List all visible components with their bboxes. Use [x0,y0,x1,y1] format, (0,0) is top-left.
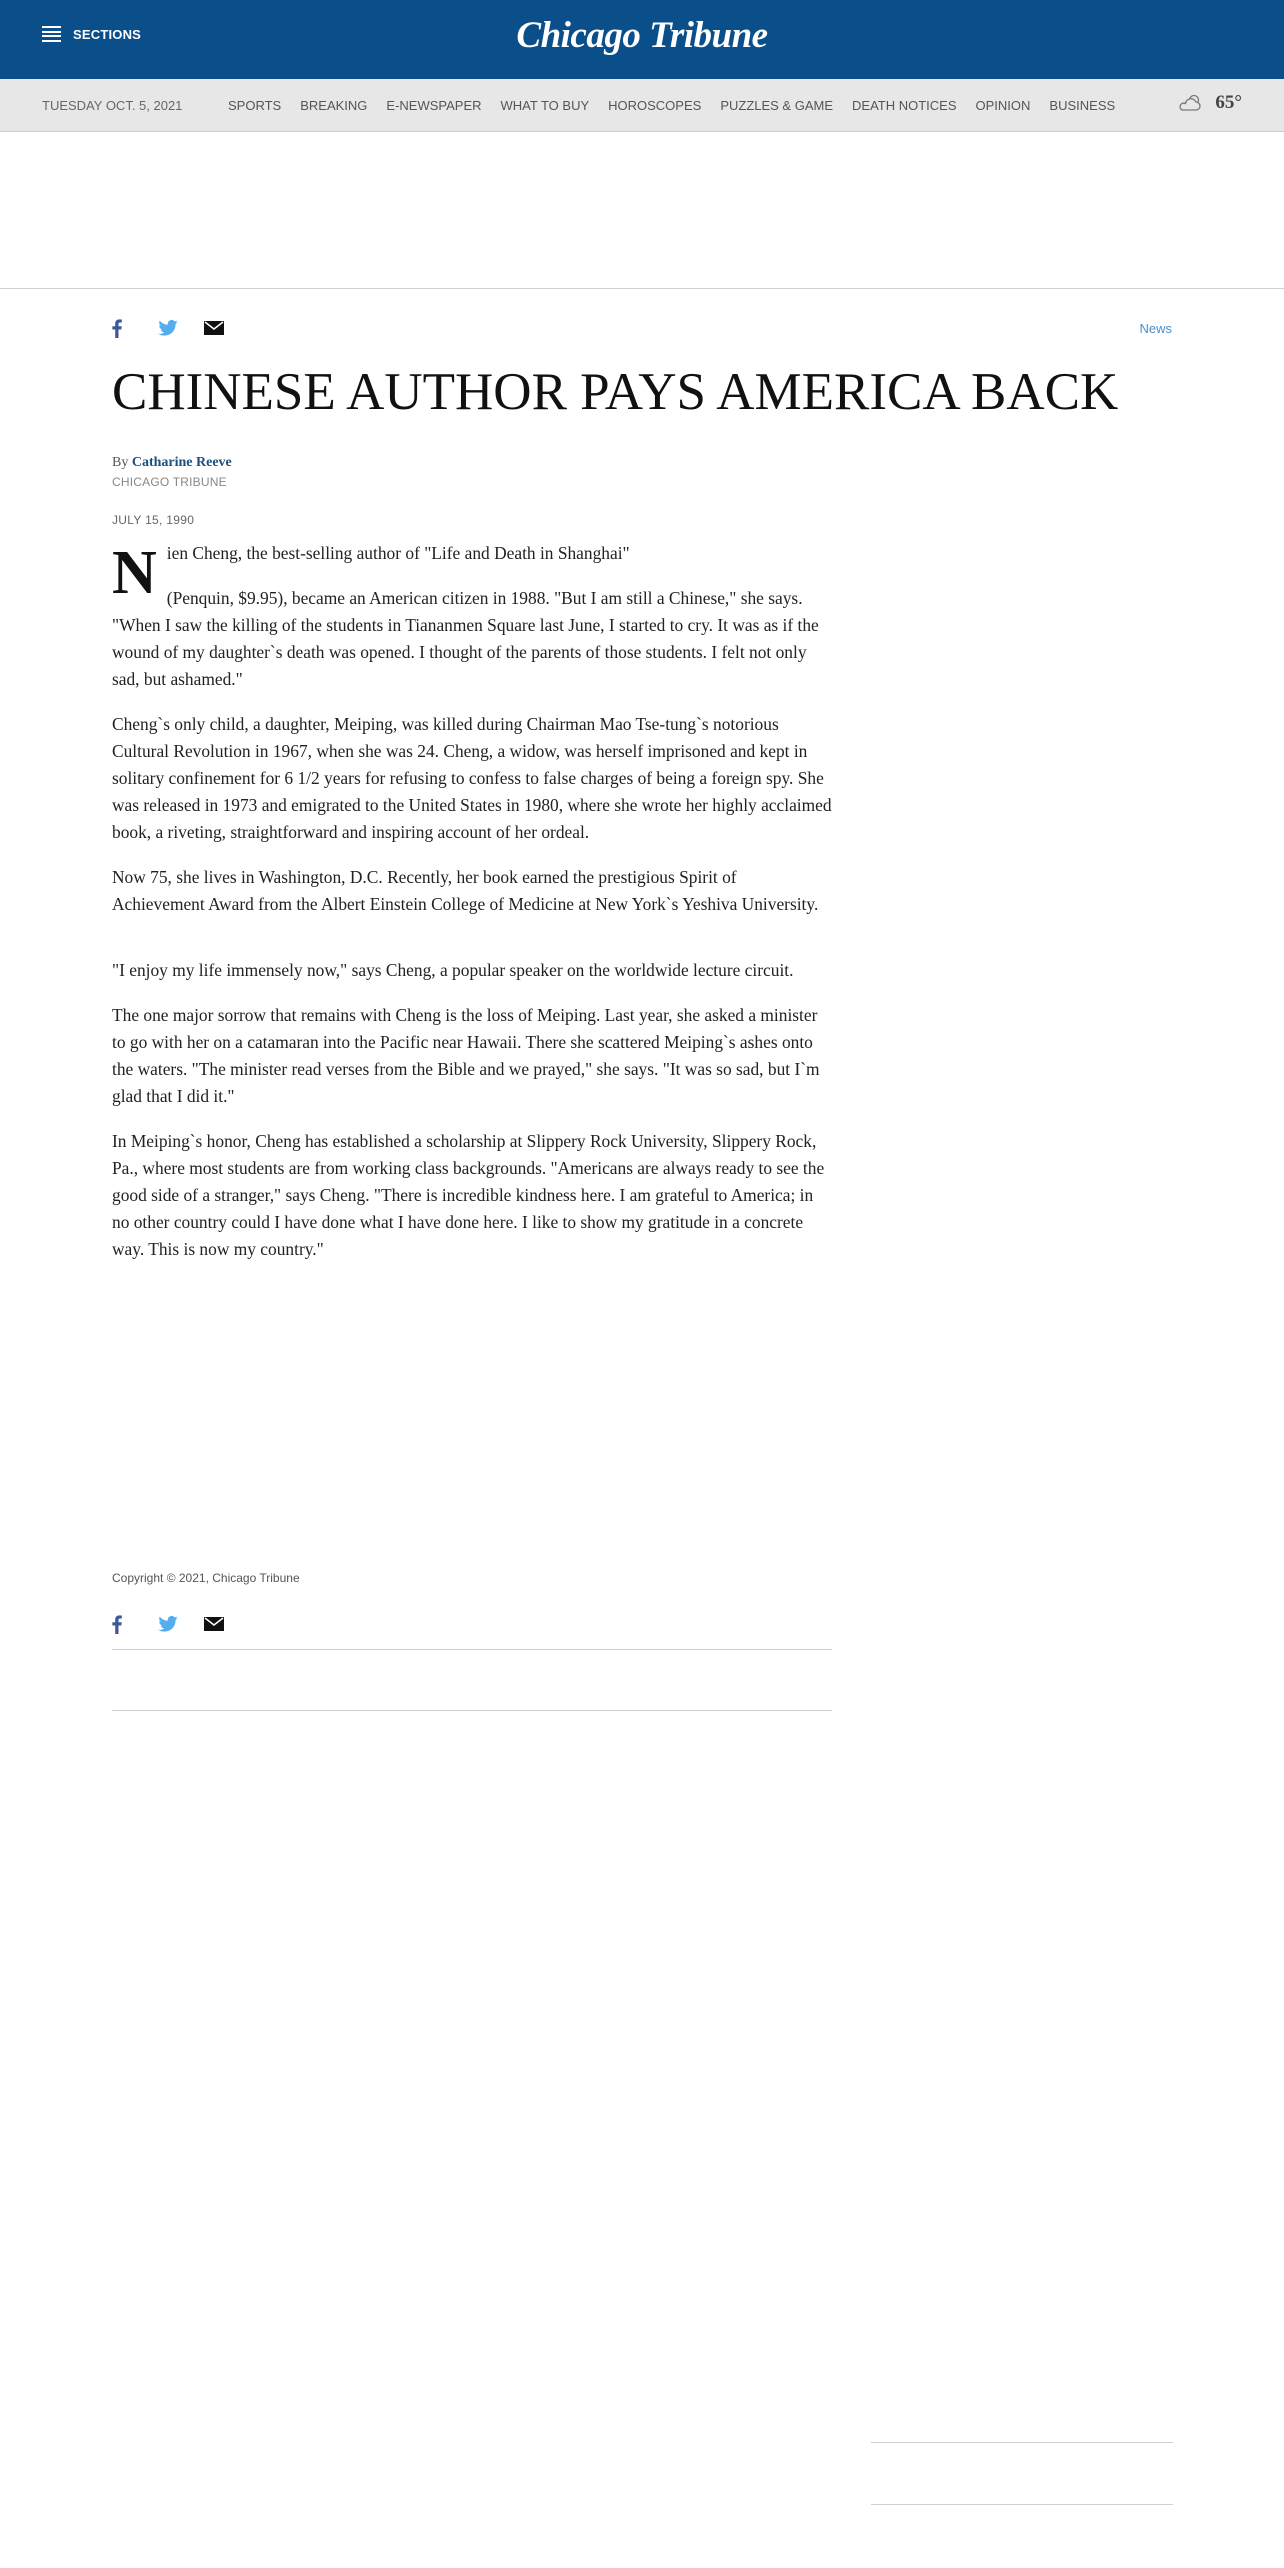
sidebar-divider [871,2442,1173,2443]
nav-link-opinion[interactable]: OPINION [975,98,1031,113]
email-icon [204,1617,224,1631]
paragraph: In Meiping`s honor, Cheng has established a scholarship at Slippery Rock University, Slippery Rock, Pa., where most students are from working class backgrounds. "Americans are always ready to see the good side of a stranger," says Cheng. "There is incredible kindness here. I am grateful to America; in no other country could I have done what I have done here. I like to show my gratitude in a concrete way. This is now my country." [112,1131,825,1259]
nav-link-sports[interactable]: SPORTS [228,98,282,113]
author-link[interactable]: Catharine Reeve [131,455,232,470]
paragraph: Now 75, she lives in Washington, D.C. Recently, her book earned the prestigious Spirit of Achievement Award from the Albert Einstein College of Medicine at New York`s Yeshiva University. [112,867,819,914]
twitter-share-button[interactable] [158,1614,188,1634]
email-icon [204,321,224,335]
facebook-share-button[interactable] [112,318,142,338]
nav-link-what-to-buy[interactable]: WHAT TO BUY [500,98,590,113]
article-headline: CHINESE AUTHOR PAYS AMERICA BACK [112,363,1119,421]
nav-link-breaking[interactable]: BREAKING [300,98,368,113]
facebook-share-button[interactable] [112,1614,142,1634]
divider [112,1649,832,1650]
nav-link-puzzles-games[interactable]: PUZZLES & GAME [720,98,834,113]
ad-slot [0,131,1284,289]
share-bar-bottom [112,1614,250,1634]
twitter-icon [158,1616,178,1632]
email-share-button[interactable] [204,318,234,338]
copyright-notice: Copyright © 2021, Chicago Tribune [112,1571,300,1585]
nav-links [228,98,1134,113]
sections-label: SECTIONS [73,26,142,42]
chicago-tribune-logo[interactable]: Chicago Tribune [516,15,768,56]
share-bar-top [112,318,250,338]
twitter-share-button[interactable] [158,318,188,338]
current-date: TUESDAY OCT. 5, 2021 [42,98,183,113]
paragraph: (Penquin, $9.95), became an American citizen in 1988. "But I am still a Chinese," she says. "When I saw the killing of the students in Tiananmen Square last June, I started to cry. It was as if the wound of my daughter`s death was opened. I thought of the parents of those students. I felt not only sad, but ashamed." [112,588,819,689]
article-body [112,540,832,1281]
weather-widget[interactable] [1177,92,1242,114]
nav-link-death-notices[interactable]: DEATH NOTICES [852,98,957,113]
nav-link-e-newspaper[interactable]: E-NEWSPAPER [386,98,482,113]
author-organization: CHICAGO TRIBUNE [112,475,227,489]
top-header [0,0,1284,79]
publication-date: JULY 15, 1990 [112,513,195,527]
twitter-icon [158,320,178,336]
sidebar-divider [871,2504,1173,2505]
nav-link-business[interactable]: BUSINESS [1049,98,1116,113]
paragraph [112,539,832,607]
paragraph: "I enjoy my life immensely now," says Cheng, a popular speaker on the worldwide lecture circuit. [112,960,794,980]
facebook-icon [112,1615,122,1634]
category-link[interactable]: News [1139,321,1172,336]
cloud-sun-icon [1177,94,1203,112]
byline-prefix: By [112,455,129,470]
email-share-button[interactable] [204,1614,234,1634]
weather-temperature: 65° [1215,92,1242,113]
paragraph: The one major sorrow that remains with Cheng is the loss of Meiping. Last year, she asked a minister to go with her on a catamaran into the Pacific near Hawaii. There she scattered Meiping`s ashes onto the waters. "The minister read verses from the Bible and we prayed," she says. "It was so sad, but I`m glad that I did it." [112,1005,820,1106]
nav-bar [0,79,1284,132]
byline [112,455,232,471]
drop-cap: N [112,539,157,607]
paragraph-text: ien Cheng, the best-selling author of "Life and Death in Shanghai" [166,543,630,563]
paragraph: Cheng`s only child, a daughter, Meiping, was killed during Chairman Mao Tse-tung`s notorious Cultural Revolution in 1967, when she was 24. Cheng, a widow, was herself imprisoned and kept in solitary confinement for 6 1/2 years for refusing to confess to false charges of being a foreign spy. She was released in 1973 and emigrated to the United States in 1980, where she wrote her highly acclaimed book, a riveting, straightforward and inspiring account of her ordeal. [112,714,832,842]
facebook-icon [112,319,122,338]
divider [112,1710,832,1711]
nav-link-horoscopes[interactable]: HOROSCOPES [608,98,702,113]
